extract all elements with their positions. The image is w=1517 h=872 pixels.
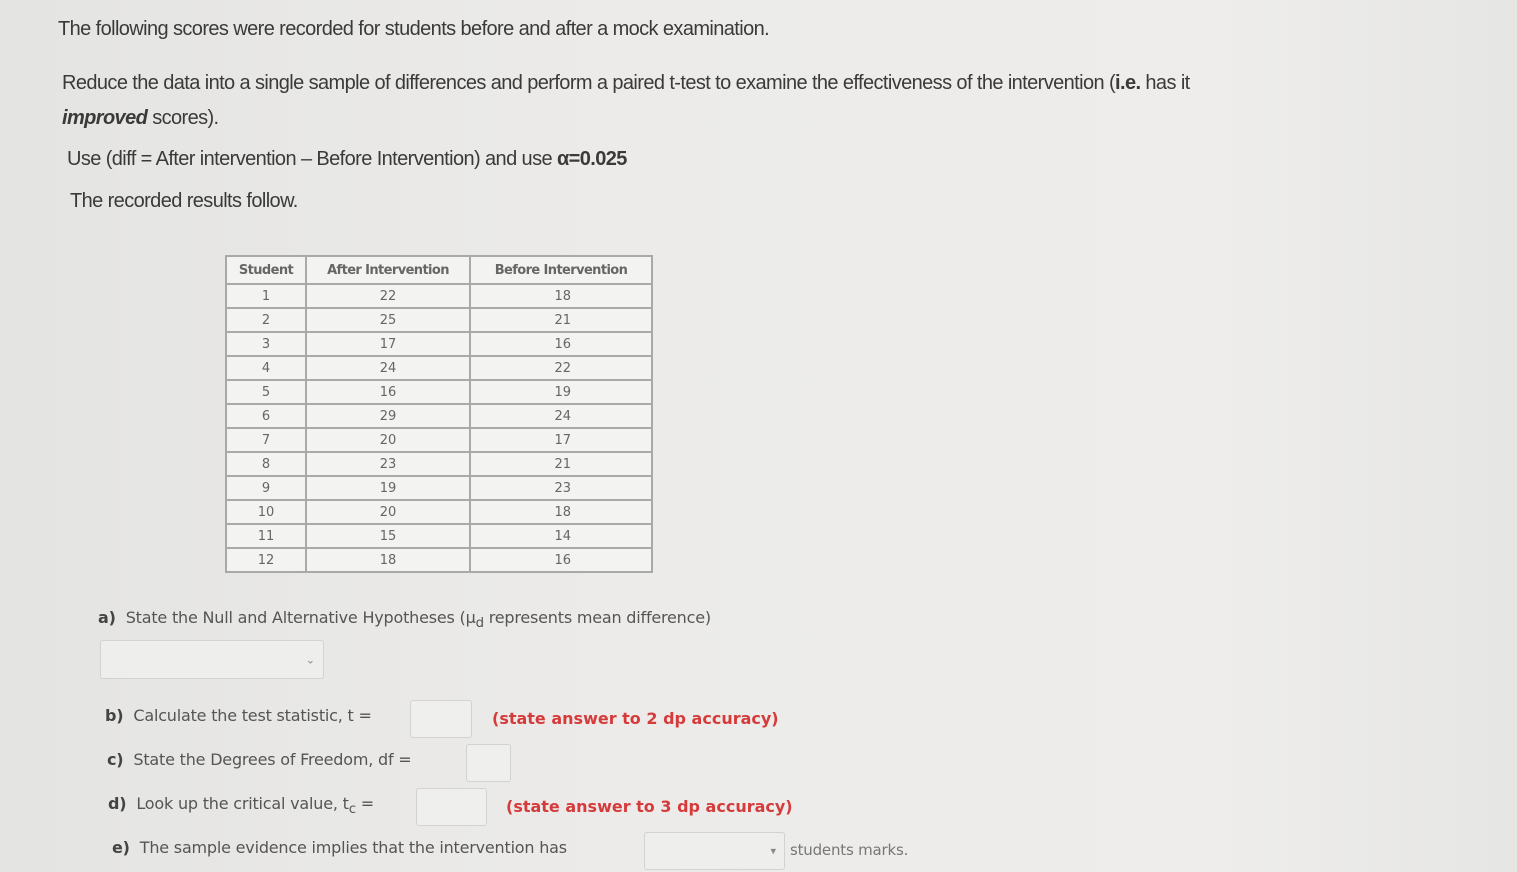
cell-after: 25 <box>306 308 470 332</box>
question-d <box>108 794 374 817</box>
cell-before: 19 <box>470 380 652 404</box>
question-text: State the Null and Alternative Hypotheses (μ <box>125 608 476 627</box>
alpha-value: α=0.025 <box>556 148 627 170</box>
intro-line-1: The following scores were recorded for students before and after a mock examination. <box>58 18 770 40</box>
subscript: d <box>475 616 484 632</box>
table-row <box>226 548 652 572</box>
intro-line-3 <box>67 148 627 171</box>
cell-after: 19 <box>306 476 470 500</box>
cell-before: 22 <box>470 356 652 380</box>
intro-text: Use (diff = After intervention – Before Intervention) and use <box>67 148 557 170</box>
cell-before: 16 <box>470 548 652 572</box>
cell-after: 18 <box>306 548 470 572</box>
ie-text: i.e. <box>1115 72 1141 94</box>
cell-after: 22 <box>306 284 470 308</box>
subscript: c <box>348 802 356 818</box>
question-label: b) <box>105 706 124 725</box>
question-text: Look up the critical value, t <box>136 794 349 813</box>
question-text: represents mean difference) <box>483 608 711 627</box>
conclusion-select[interactable] <box>644 832 785 870</box>
table-row <box>226 428 652 452</box>
cell-before: 18 <box>470 284 652 308</box>
chevron-down-icon: ▾ <box>770 845 776 858</box>
cell-student: 4 <box>226 356 306 380</box>
question-label: e) <box>112 838 130 857</box>
cell-before: 21 <box>470 308 652 332</box>
intro-text: has it <box>1140 72 1190 94</box>
cell-student: 5 <box>226 380 306 404</box>
scores-table <box>225 255 653 573</box>
cell-before: 21 <box>470 452 652 476</box>
cell-after: 29 <box>306 404 470 428</box>
cell-after: 20 <box>306 500 470 524</box>
table-row <box>226 356 652 380</box>
cell-student: 12 <box>226 548 306 572</box>
cell-student: 3 <box>226 332 306 356</box>
cell-after: 23 <box>306 452 470 476</box>
cell-before: 23 <box>470 476 652 500</box>
table-row <box>226 332 652 356</box>
question-e-suffix: students marks. <box>790 841 909 859</box>
table-row <box>226 452 652 476</box>
header-before: Before Intervention <box>470 256 652 284</box>
improved-text: improved <box>62 107 148 129</box>
cell-student: 7 <box>226 428 306 452</box>
question-text: = <box>355 794 374 813</box>
question-text: The sample evidence implies that the intervention has <box>139 838 567 857</box>
question-a <box>98 608 711 631</box>
table-row <box>226 380 652 404</box>
degrees-of-freedom-input[interactable] <box>466 744 511 782</box>
question-e <box>112 838 567 857</box>
intro-line-2 <box>62 66 1422 136</box>
table-row <box>226 404 652 428</box>
cell-before: 24 <box>470 404 652 428</box>
cell-student: 10 <box>226 500 306 524</box>
intro-line-4: The recorded results follow. <box>70 190 298 212</box>
cell-before: 16 <box>470 332 652 356</box>
cell-after: 17 <box>306 332 470 356</box>
cell-after: 20 <box>306 428 470 452</box>
table-row <box>226 476 652 500</box>
cell-before: 17 <box>470 428 652 452</box>
cell-student: 6 <box>226 404 306 428</box>
question-text: State the Degrees of Freedom, df = <box>133 750 412 769</box>
table-row <box>226 308 652 332</box>
cell-student: 1 <box>226 284 306 308</box>
question-b <box>105 706 372 725</box>
table-row <box>226 284 652 308</box>
question-label: d) <box>108 794 127 813</box>
cell-after: 15 <box>306 524 470 548</box>
table-row <box>226 524 652 548</box>
header-after: After Intervention <box>306 256 470 284</box>
question-text: Calculate the test statistic, t = <box>133 706 372 725</box>
cell-student: 9 <box>226 476 306 500</box>
critical-value-input[interactable] <box>416 788 487 826</box>
cell-student: 8 <box>226 452 306 476</box>
hypotheses-select[interactable] <box>100 640 324 679</box>
accuracy-note-3dp: (state answer to 3 dp accuracy) <box>506 797 793 816</box>
question-label: c) <box>107 750 124 769</box>
cell-student: 11 <box>226 524 306 548</box>
question-c <box>107 750 412 769</box>
test-statistic-input[interactable] <box>410 700 472 738</box>
intro-text: Reduce the data into a single sample of differences and perform a paired t-test to examine the effectiveness of the intervention ( <box>62 72 1116 94</box>
accuracy-note-2dp: (state answer to 2 dp accuracy) <box>492 709 779 728</box>
cell-after: 16 <box>306 380 470 404</box>
table-row <box>226 500 652 524</box>
chevron-down-icon: ⌄ <box>305 654 315 666</box>
question-label: a) <box>98 608 116 627</box>
cell-before: 14 <box>470 524 652 548</box>
cell-after: 24 <box>306 356 470 380</box>
intro-text: scores). <box>147 107 219 129</box>
header-student: Student <box>226 256 306 284</box>
cell-student: 2 <box>226 308 306 332</box>
cell-before: 18 <box>470 500 652 524</box>
